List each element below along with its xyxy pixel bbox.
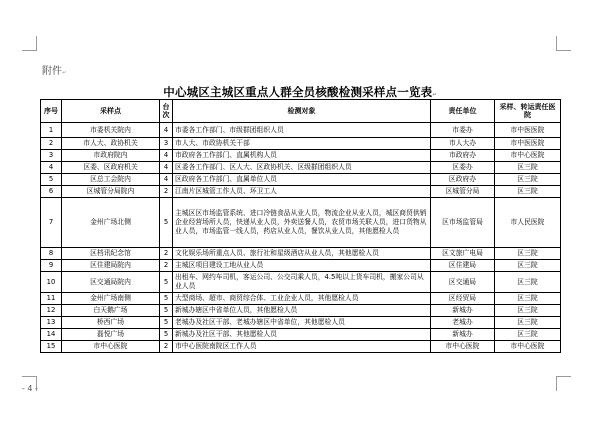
cell-batch: 4 bbox=[160, 162, 173, 174]
cell-batch: 4 bbox=[160, 174, 173, 186]
cell-target: 区委各工作部门、区人大、区政协机关、区级群团组织人员 bbox=[173, 162, 431, 174]
cell-no: 8 bbox=[41, 248, 62, 260]
cell-batch: 5 bbox=[160, 198, 173, 248]
cell-batch: 5 bbox=[160, 329, 173, 341]
cell-unit: 市委办 bbox=[431, 123, 495, 138]
table-row bbox=[41, 293, 561, 305]
cell-batch: 5 bbox=[160, 293, 173, 305]
cell-target: 市政府各工作部门、直属机构人员 bbox=[173, 150, 431, 162]
cell-site: 金州广场南侧 bbox=[62, 293, 160, 305]
cell-no: 3 bbox=[41, 150, 62, 162]
cell-no: 6 bbox=[41, 186, 62, 198]
header-target: 检测对象 bbox=[173, 100, 431, 123]
attachment-label: 附件↵ bbox=[42, 66, 67, 77]
cell-site: 桥西广场 bbox=[62, 317, 160, 329]
cell-unit: 区文旅广电局 bbox=[431, 248, 495, 260]
cell-no: 7 bbox=[41, 198, 62, 248]
cell-hospital: 市中医医院 bbox=[495, 123, 561, 138]
table-row bbox=[41, 123, 561, 138]
cell-unit: 市政府办 bbox=[431, 150, 495, 162]
cell-hospital: 区三院 bbox=[495, 248, 561, 260]
cell-site: 区交通局院内 bbox=[62, 272, 160, 293]
cell-hospital: 区三院 bbox=[495, 329, 561, 341]
table-row bbox=[41, 305, 561, 317]
cell-site: 区档讯纪念馆 bbox=[62, 248, 160, 260]
cell-target: 区政府各工作部门、直属单位人员 bbox=[173, 174, 431, 186]
table-row bbox=[41, 317, 561, 329]
cell-unit: 区城管分局 bbox=[431, 186, 495, 198]
cell-hospital: 区三院 bbox=[495, 305, 561, 317]
cell-no: 1 bbox=[41, 123, 62, 138]
cell-site: 磊悦广场 bbox=[62, 329, 160, 341]
table-row bbox=[41, 162, 561, 174]
table-row bbox=[41, 174, 561, 186]
cell-no: 5 bbox=[41, 174, 62, 186]
cell-site: 区城管分局院内 bbox=[62, 186, 160, 198]
header-batch: 台次 bbox=[160, 100, 173, 123]
header-hospital: 采样、转运责任医院 bbox=[495, 100, 561, 123]
cell-no: 4 bbox=[41, 162, 62, 174]
cell-batch: 2 bbox=[160, 260, 173, 272]
cell-target: 市委各工作部门、市级群团组织人员 bbox=[173, 123, 431, 138]
cell-hospital: 区三院 bbox=[495, 174, 561, 186]
table-row bbox=[41, 329, 561, 341]
cell-no: 10 bbox=[41, 272, 62, 293]
table-row bbox=[41, 150, 561, 162]
cell-target: 市中心医院南院区工作人员 bbox=[173, 341, 431, 353]
table-header-row bbox=[41, 100, 561, 123]
cell-no: 15 bbox=[41, 341, 62, 353]
cell-batch: 2 bbox=[160, 341, 173, 353]
document-title: 中心城区主城区重点人群全员核酸检测采样点一览表↵ bbox=[163, 85, 437, 99]
cell-no: 9 bbox=[41, 260, 62, 272]
cell-batch: 3 bbox=[160, 138, 173, 150]
cell-hospital: 区三院 bbox=[495, 272, 561, 293]
crop-mark-top-left bbox=[22, 36, 37, 51]
cell-batch: 5 bbox=[160, 317, 173, 329]
crop-mark-top-right bbox=[556, 36, 571, 51]
cell-batch: 4 bbox=[160, 150, 173, 162]
cell-unit: 新城办 bbox=[431, 329, 495, 341]
crop-mark-bottom-right bbox=[556, 376, 571, 391]
table-row bbox=[41, 248, 561, 260]
table-row bbox=[41, 272, 561, 293]
cell-target: 市人大、市政协机关干部 bbox=[173, 138, 431, 150]
cell-batch: 5 bbox=[160, 272, 173, 293]
cell-unit: 区经贸局 bbox=[431, 293, 495, 305]
header-site: 采样点 bbox=[62, 100, 160, 123]
cell-hospital: 区三院 bbox=[495, 162, 561, 174]
cell-no: 12 bbox=[41, 305, 62, 317]
cell-no: 14 bbox=[41, 329, 62, 341]
cell-target: 老城办及社区干部、老城办辖区中省单位，其他愿检人员 bbox=[173, 317, 431, 329]
cell-target: 主城区项目建设工地从业人员 bbox=[173, 260, 431, 272]
cell-unit: 区政府办 bbox=[431, 174, 495, 186]
cell-hospital: 市中心医院 bbox=[495, 150, 561, 162]
cell-hospital: 市中医医院 bbox=[495, 138, 561, 150]
cell-batch: 2 bbox=[160, 248, 173, 260]
cell-batch: 5 bbox=[160, 305, 173, 317]
cell-unit: 老城办 bbox=[431, 317, 495, 329]
cell-site: 市中心医院 bbox=[62, 341, 160, 353]
cell-batch: 2 bbox=[160, 186, 173, 198]
table-row bbox=[41, 138, 561, 150]
cell-target: 新城办及社区干部、其他愿检人员 bbox=[173, 329, 431, 341]
cell-unit: 市人大办 bbox=[431, 138, 495, 150]
cell-unit: 区交通局 bbox=[431, 272, 495, 293]
table-row bbox=[41, 186, 561, 198]
cell-site: 金州广场北侧 bbox=[62, 198, 160, 248]
cell-unit: 区市场监管局 bbox=[431, 198, 495, 248]
cell-target: 新城办辖区中省单位人员，其他愿检人员 bbox=[173, 305, 431, 317]
cell-target: 主城区区市场监管系统、进口冷链食品从业人员，物流企业从业人员，城区商贸供销企业经营场所人员，快递从业人员，外卖送餐人员，农贸市场关联人员，进口货物从业人员，市场监管一线人员，药店从业人员，餐饮从业人员，其他愿检人员 bbox=[173, 198, 431, 248]
cell-target: 文化娱乐场所重点人员、旅行社和星级酒店从业人员，其他愿检人员 bbox=[173, 248, 431, 260]
cell-site: 区住建局院内 bbox=[62, 260, 160, 272]
cell-no: 11 bbox=[41, 293, 62, 305]
cell-target: 大型商场、超市、商贸综合体、工业企业人员，其他愿检人员 bbox=[173, 293, 431, 305]
cell-hospital: 区三院 bbox=[495, 293, 561, 305]
header-unit: 责任单位 bbox=[431, 100, 495, 123]
cell-no: 13 bbox=[41, 317, 62, 329]
cell-hospital: 区三院 bbox=[495, 317, 561, 329]
cell-unit: 区委办 bbox=[431, 162, 495, 174]
cell-target: 出租车、网约车司机，客运公司、公交司乘人员，4.5吨以上货车司机，搬家公司从业人员 bbox=[173, 272, 431, 293]
cell-target: 江南片区城管工作人员、环卫工人 bbox=[173, 186, 431, 198]
cell-unit: 区住建局 bbox=[431, 260, 495, 272]
cell-site: 区委、区政府机关 bbox=[62, 162, 160, 174]
cell-site: 白天鹅广场 bbox=[62, 305, 160, 317]
cell-unit: 新城办 bbox=[431, 305, 495, 317]
cell-site: 区总工会院内 bbox=[62, 174, 160, 186]
table-row bbox=[41, 260, 561, 272]
cell-hospital: 区三院 bbox=[495, 186, 561, 198]
table-row bbox=[41, 341, 561, 353]
cell-no: 2 bbox=[41, 138, 62, 150]
cell-batch: 4 bbox=[160, 123, 173, 138]
sampling-sites-table bbox=[40, 99, 561, 353]
cell-site: 市人大、政协机关 bbox=[62, 138, 160, 150]
cell-site: 市政府院内 bbox=[62, 150, 160, 162]
cell-hospital: 市中心医院 bbox=[495, 341, 561, 353]
cell-unit: 市中心医院 bbox=[431, 341, 495, 353]
cell-hospital: 区三院 bbox=[495, 260, 561, 272]
table-row bbox=[41, 198, 561, 248]
cell-hospital: 市人民医院 bbox=[495, 198, 561, 248]
header-no: 序号 bbox=[41, 100, 62, 123]
page-number: - 4 - bbox=[22, 384, 38, 393]
cell-site: 市委机关院内 bbox=[62, 123, 160, 138]
